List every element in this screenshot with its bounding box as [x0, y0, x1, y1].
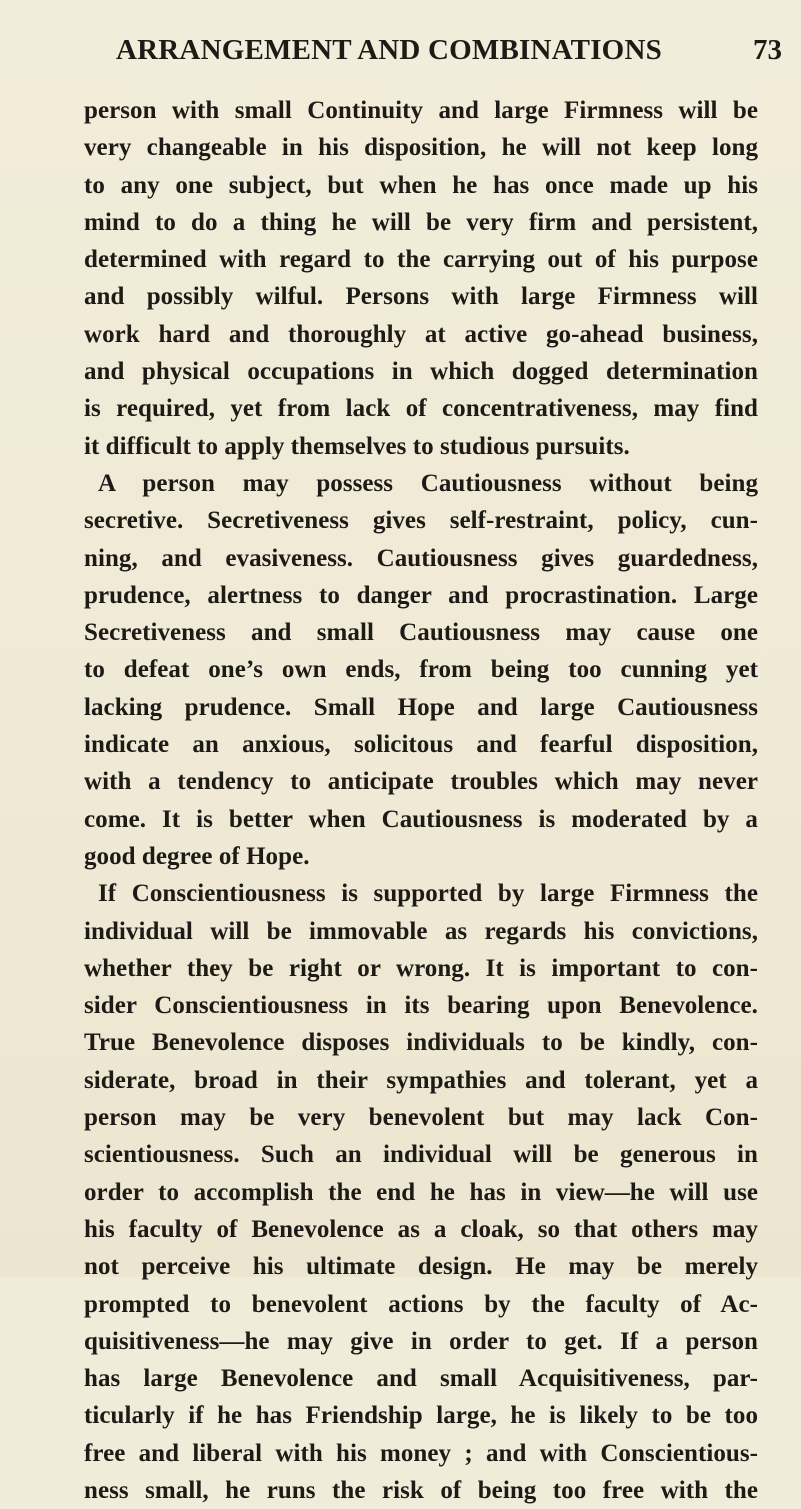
text-line: free and liberal with his money ; and with Conscientious-: [84, 1439, 758, 1467]
text-line: work hard and thoroughly at active go-ahead business,: [84, 320, 758, 348]
text-line: sider Conscientiousness in its bearing upon Benevolence.: [84, 992, 758, 1020]
paragraph-start-line: If Conscientiousness is supported by large Firmness the: [98, 880, 758, 908]
text-line: come. It is better when Cautiousness is moderated by a: [84, 805, 758, 833]
text-line: quisitiveness—he may give in order to get. If a person: [84, 1327, 758, 1355]
text-line: scientiousness. Such an individual will be generous in: [84, 1141, 758, 1169]
text-line: prompted to benevolent actions by the faculty of Ac-: [84, 1290, 758, 1318]
text-line: ning, and evasiveness. Cautiousness gives guardedness,: [84, 544, 758, 572]
text-line: Secretiveness and small Cautiousness may cause one: [84, 619, 758, 647]
text-line: ticularly if he has Friendship large, he is likely to be too: [84, 1402, 758, 1430]
text-line: ness small, he runs the risk of being too free with the: [84, 1476, 758, 1504]
text-line: prudence, alertness to danger and procrastination. Large: [84, 581, 758, 609]
text-line: whether they be right or wrong. It is important to con-: [84, 954, 758, 982]
text-line: determined with regard to the carrying out of his purpose: [84, 246, 758, 274]
body-text: [84, 92, 758, 1509]
text-line: and physical occupations in which dogged determination: [84, 358, 758, 386]
text-line: with a tendency to anticipate troubles which may never: [84, 768, 758, 796]
text-line: secretive. Secretiveness gives self-restraint, policy, cun-: [84, 507, 758, 535]
text-line: mind to do a thing he will be very firm and persistent,: [84, 208, 758, 236]
text-line: is required, yet from lack of concentrativeness, may find: [84, 395, 758, 423]
text-line: his faculty of Benevolence as a cloak, so that others may: [84, 1215, 758, 1243]
text-line: it difficult to apply themselves to studious pursuits.: [84, 432, 630, 460]
text-line: True Benevolence disposes individuals to be kindly, con-: [84, 1029, 758, 1057]
text-line: individual will be immovable as regards his convictions,: [84, 917, 758, 945]
page-number: 73: [753, 34, 782, 66]
running-title: ARRANGEMENT AND COMBINATIONS: [116, 34, 662, 66]
text-line: to any one subject, but when he has once made up his: [84, 171, 758, 199]
paragraph-start-line: A person may possess Cautiousness without being: [98, 469, 758, 497]
running-head: [96, 34, 786, 74]
text-line: very changeable in his disposition, he will not keep long: [84, 134, 758, 162]
text-line: siderate, broad in their sympathies and tolerant, yet a: [84, 1066, 758, 1094]
text-line: to defeat one’s own ends, from being too cunning yet: [84, 656, 758, 684]
text-line: person may be very benevolent but may lack Con-: [84, 1104, 758, 1132]
text-line: lacking prudence. Small Hope and large Cautiousness: [84, 693, 758, 721]
text-line: and possibly wilful. Persons with large Firmness will: [84, 283, 758, 311]
text-line: person with small Continuity and large Firmness will be: [84, 97, 758, 124]
text-line: has large Benevolence and small Acquisitiveness, par-: [84, 1365, 758, 1393]
text-line: good degree of Hope.: [84, 842, 310, 870]
text-line: indicate an anxious, solicitous and fearful disposition,: [84, 731, 758, 759]
text-line: not perceive his ultimate design. He may be merely: [84, 1253, 758, 1281]
text-line: order to accomplish the end he has in view—he will use: [84, 1178, 758, 1206]
